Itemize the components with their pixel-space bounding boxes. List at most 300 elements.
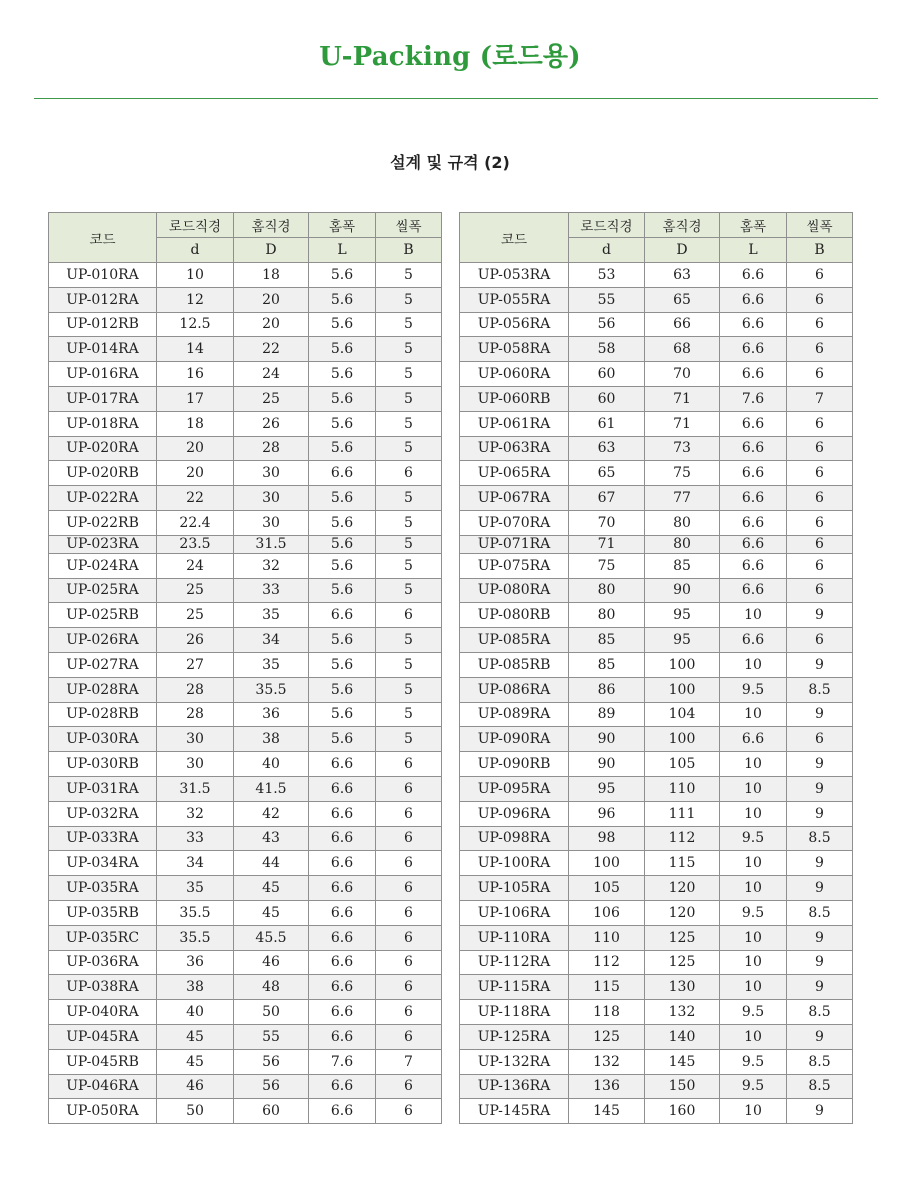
groove-diameter-cell: 112 [645,826,720,851]
table-row [460,975,853,1000]
code-cell: UP-118RA [460,1000,569,1025]
groove-diameter-cell: 40 [234,752,309,777]
table-row [460,411,853,436]
groove-diameter-cell: 65 [645,287,720,312]
table-row [460,287,853,312]
header-symbol-d: d [157,238,234,263]
seal-width-cell: 5 [376,362,442,387]
code-cell: UP-045RA [49,1024,157,1049]
rod-diameter-cell: 106 [569,900,645,925]
seal-width-cell: 5 [376,702,442,727]
rod-diameter-cell: 85 [569,628,645,653]
groove-width-cell: 6.6 [720,486,787,511]
rod-diameter-cell: 118 [569,1000,645,1025]
rod-diameter-cell: 90 [569,752,645,777]
code-cell: UP-038RA [49,975,157,1000]
table-row [49,263,442,288]
table-row [49,1024,442,1049]
groove-diameter-cell: 63 [645,263,720,288]
spec-table-left [48,212,442,1124]
table-row [49,486,442,511]
groove-width-cell: 5.6 [309,535,376,553]
code-cell: UP-065RA [460,461,569,486]
table-row [49,436,442,461]
groove-width-cell: 10 [720,776,787,801]
rod-diameter-cell: 14 [157,337,234,362]
table-row [460,510,853,535]
seal-width-cell: 9 [787,851,853,876]
groove-diameter-cell: 95 [645,628,720,653]
table-row [49,1099,442,1124]
seal-width-cell: 8.5 [787,826,853,851]
seal-width-cell: 6 [376,776,442,801]
header-symbol-D: D [645,238,720,263]
groove-width-cell: 6.6 [309,801,376,826]
groove-width-cell: 6.6 [309,1099,376,1124]
groove-width-cell: 6.6 [309,925,376,950]
table-row [49,628,442,653]
code-cell: UP-030RA [49,727,157,752]
rod-diameter-cell: 136 [569,1074,645,1099]
rod-diameter-cell: 105 [569,876,645,901]
code-cell: UP-080RA [460,578,569,603]
table-row [49,386,442,411]
table-row [49,950,442,975]
code-cell: UP-136RA [460,1074,569,1099]
code-cell: UP-040RA [49,1000,157,1025]
seal-width-cell: 6 [787,727,853,752]
seal-width-cell: 9 [787,1024,853,1049]
groove-width-cell: 7.6 [309,1049,376,1074]
table-row [49,752,442,777]
groove-diameter-cell: 45 [234,900,309,925]
groove-diameter-cell: 48 [234,975,309,1000]
code-cell: UP-055RA [460,287,569,312]
seal-width-cell: 5 [376,486,442,511]
table-row [460,436,853,461]
code-cell: UP-080RB [460,603,569,628]
groove-diameter-cell: 26 [234,411,309,436]
seal-width-cell: 6 [376,1000,442,1025]
table-row [460,486,853,511]
seal-width-cell: 9 [787,702,853,727]
table-row [460,702,853,727]
groove-width-cell: 5.6 [309,702,376,727]
table-row [49,776,442,801]
seal-width-cell: 6 [376,603,442,628]
groove-width-cell: 6.6 [309,1000,376,1025]
rod-diameter-cell: 96 [569,801,645,826]
groove-width-cell: 6.6 [309,826,376,851]
groove-diameter-cell: 34 [234,628,309,653]
groove-width-cell: 6.6 [720,461,787,486]
table-row [49,603,442,628]
groove-width-cell: 6.6 [309,461,376,486]
table-row [460,900,853,925]
rod-diameter-cell: 38 [157,975,234,1000]
groove-diameter-cell: 115 [645,851,720,876]
rod-diameter-cell: 40 [157,1000,234,1025]
seal-width-cell: 6 [376,752,442,777]
groove-width-cell: 6.6 [309,776,376,801]
header-code: 코드 [49,213,157,263]
seal-width-cell: 6 [787,436,853,461]
code-cell: UP-067RA [460,486,569,511]
seal-width-cell: 7 [787,386,853,411]
groove-width-cell: 6.6 [720,436,787,461]
groove-diameter-cell: 104 [645,702,720,727]
spec-table-right [459,212,853,1124]
table-row [460,950,853,975]
seal-width-cell: 6 [787,486,853,511]
spec-table-right-body [460,263,853,1124]
code-cell: UP-018RA [49,411,157,436]
seal-width-cell: 6 [376,1024,442,1049]
seal-width-cell: 9 [787,801,853,826]
rod-diameter-cell: 30 [157,752,234,777]
seal-width-cell: 6 [787,263,853,288]
code-cell: UP-020RB [49,461,157,486]
code-cell: UP-028RB [49,702,157,727]
rod-diameter-cell: 80 [569,578,645,603]
seal-width-cell: 6 [376,461,442,486]
header-symbol-L: L [720,238,787,263]
rod-diameter-cell: 24 [157,553,234,578]
groove-width-cell: 10 [720,1024,787,1049]
rod-diameter-cell: 28 [157,677,234,702]
table-row [460,362,853,387]
groove-width-cell: 10 [720,702,787,727]
groove-diameter-cell: 35 [234,652,309,677]
rod-diameter-cell: 89 [569,702,645,727]
rod-diameter-cell: 35 [157,876,234,901]
rod-diameter-cell: 46 [157,1074,234,1099]
code-cell: UP-095RA [460,776,569,801]
table-row [49,411,442,436]
seal-width-cell: 5 [376,510,442,535]
code-cell: UP-112RA [460,950,569,975]
table-row [49,510,442,535]
rod-diameter-cell: 67 [569,486,645,511]
code-cell: UP-106RA [460,900,569,925]
rod-diameter-cell: 100 [569,851,645,876]
rod-diameter-cell: 25 [157,603,234,628]
rod-diameter-cell: 20 [157,461,234,486]
seal-width-cell: 6 [787,312,853,337]
seal-width-cell: 9 [787,603,853,628]
table-row [460,535,853,553]
groove-diameter-cell: 25 [234,386,309,411]
code-cell: UP-098RA [460,826,569,851]
rod-diameter-cell: 86 [569,677,645,702]
table-row [460,652,853,677]
groove-width-cell: 7.6 [720,386,787,411]
table-row [460,727,853,752]
groove-width-cell: 6.6 [309,851,376,876]
code-cell: UP-014RA [49,337,157,362]
groove-width-cell: 6.6 [309,1074,376,1099]
table-row [49,362,442,387]
code-cell: UP-086RA [460,677,569,702]
seal-width-cell: 5 [376,727,442,752]
groove-width-cell: 6.6 [720,727,787,752]
seal-width-cell: 6 [376,801,442,826]
rod-diameter-cell: 25 [157,578,234,603]
code-cell: UP-031RA [49,776,157,801]
code-cell: UP-026RA [49,628,157,653]
groove-width-cell: 5.6 [309,312,376,337]
table-row [460,337,853,362]
groove-diameter-cell: 22 [234,337,309,362]
code-cell: UP-022RA [49,486,157,511]
groove-width-cell: 6.6 [720,312,787,337]
code-cell: UP-085RB [460,652,569,677]
code-cell: UP-012RB [49,312,157,337]
groove-diameter-cell: 33 [234,578,309,603]
groove-width-cell: 10 [720,876,787,901]
groove-width-cell: 5.6 [309,263,376,288]
groove-width-cell: 5.6 [309,287,376,312]
code-cell: UP-017RA [49,386,157,411]
code-cell: UP-012RA [49,287,157,312]
seal-width-cell: 5 [376,287,442,312]
rod-diameter-cell: 36 [157,950,234,975]
seal-width-cell: 5 [376,386,442,411]
table-row [49,553,442,578]
seal-width-cell: 6 [787,362,853,387]
code-cell: UP-090RB [460,752,569,777]
groove-diameter-cell: 85 [645,553,720,578]
groove-diameter-cell: 66 [645,312,720,337]
code-cell: UP-027RA [49,652,157,677]
groove-diameter-cell: 75 [645,461,720,486]
groove-width-cell: 5.6 [309,386,376,411]
groove-diameter-cell: 80 [645,510,720,535]
groove-width-cell: 6.6 [309,603,376,628]
groove-diameter-cell: 36 [234,702,309,727]
table-row [49,801,442,826]
rod-diameter-cell: 85 [569,652,645,677]
table-row [460,461,853,486]
code-cell: UP-145RA [460,1099,569,1124]
groove-diameter-cell: 125 [645,925,720,950]
code-cell: UP-061RA [460,411,569,436]
groove-diameter-cell: 68 [645,337,720,362]
seal-width-cell: 6 [376,876,442,901]
rod-diameter-cell: 32 [157,801,234,826]
seal-width-cell: 9 [787,752,853,777]
code-cell: UP-100RA [460,851,569,876]
code-cell: UP-089RA [460,702,569,727]
code-cell: UP-060RB [460,386,569,411]
title-divider [34,98,878,99]
table-row [460,1049,853,1074]
table-row [49,876,442,901]
code-cell: UP-034RA [49,851,157,876]
rod-diameter-cell: 31.5 [157,776,234,801]
rod-diameter-cell: 45 [157,1024,234,1049]
rod-diameter-cell: 34 [157,851,234,876]
header-rod-diameter: 로드직경 [569,213,645,238]
section-subtitle: 설계 및 규격 (2) [390,153,510,172]
seal-width-cell: 6 [376,826,442,851]
table-row [49,900,442,925]
rod-diameter-cell: 50 [157,1099,234,1124]
seal-width-cell: 6 [376,975,442,1000]
code-cell: UP-035RC [49,925,157,950]
groove-width-cell: 6.6 [720,535,787,553]
groove-width-cell: 10 [720,975,787,1000]
header-seal-width: 씰폭 [787,213,853,238]
rod-diameter-cell: 71 [569,535,645,553]
groove-diameter-cell: 71 [645,386,720,411]
groove-width-cell: 9.5 [720,826,787,851]
groove-diameter-cell: 50 [234,1000,309,1025]
groove-diameter-cell: 46 [234,950,309,975]
seal-width-cell: 6 [787,287,853,312]
groove-width-cell: 5.6 [309,411,376,436]
code-cell: UP-016RA [49,362,157,387]
groove-diameter-cell: 43 [234,826,309,851]
groove-diameter-cell: 110 [645,776,720,801]
groove-width-cell: 6.6 [309,975,376,1000]
table-row [49,851,442,876]
groove-width-cell: 10 [720,801,787,826]
code-cell: UP-022RB [49,510,157,535]
code-cell: UP-085RA [460,628,569,653]
code-cell: UP-058RA [460,337,569,362]
groove-diameter-cell: 100 [645,727,720,752]
rod-diameter-cell: 30 [157,727,234,752]
groove-width-cell: 10 [720,925,787,950]
groove-width-cell: 6.6 [720,337,787,362]
table-row [49,702,442,727]
rod-diameter-cell: 132 [569,1049,645,1074]
groove-width-cell: 5.6 [309,652,376,677]
rod-diameter-cell: 56 [569,312,645,337]
code-cell: UP-090RA [460,727,569,752]
code-cell: UP-025RB [49,603,157,628]
groove-diameter-cell: 120 [645,900,720,925]
rod-diameter-cell: 28 [157,702,234,727]
seal-width-cell: 5 [376,628,442,653]
seal-width-cell: 5 [376,312,442,337]
seal-width-cell: 8.5 [787,900,853,925]
code-cell: UP-060RA [460,362,569,387]
groove-diameter-cell: 28 [234,436,309,461]
seal-width-cell: 6 [787,461,853,486]
seal-width-cell: 6 [787,628,853,653]
groove-width-cell: 5.6 [309,337,376,362]
groove-diameter-cell: 45.5 [234,925,309,950]
seal-width-cell: 5 [376,578,442,603]
code-cell: UP-020RA [49,436,157,461]
rod-diameter-cell: 125 [569,1024,645,1049]
groove-width-cell: 5.6 [309,436,376,461]
groove-diameter-cell: 56 [234,1049,309,1074]
groove-width-cell: 6.6 [309,876,376,901]
groove-diameter-cell: 111 [645,801,720,826]
groove-width-cell: 9.5 [720,1000,787,1025]
rod-diameter-cell: 95 [569,776,645,801]
table-row [49,535,442,553]
groove-width-cell: 10 [720,652,787,677]
groove-diameter-cell: 140 [645,1024,720,1049]
table-row [460,628,853,653]
rod-diameter-cell: 12.5 [157,312,234,337]
seal-width-cell: 7 [376,1049,442,1074]
table-row [460,876,853,901]
groove-width-cell: 6.6 [309,900,376,925]
seal-width-cell: 9 [787,1099,853,1124]
groove-diameter-cell: 38 [234,727,309,752]
groove-diameter-cell: 130 [645,975,720,1000]
groove-width-cell: 9.5 [720,900,787,925]
header-groove-diameter: 홈직경 [234,213,309,238]
groove-diameter-cell: 44 [234,851,309,876]
groove-diameter-cell: 18 [234,263,309,288]
table-row [49,677,442,702]
rod-diameter-cell: 61 [569,411,645,436]
table-row [49,461,442,486]
seal-width-cell: 6 [376,925,442,950]
seal-width-cell: 5 [376,337,442,362]
groove-diameter-cell: 31.5 [234,535,309,553]
rod-diameter-cell: 53 [569,263,645,288]
groove-diameter-cell: 35 [234,603,309,628]
table-row [460,1074,853,1099]
groove-width-cell: 10 [720,950,787,975]
table-row [49,1000,442,1025]
table-row [49,1049,442,1074]
table-row [460,925,853,950]
groove-width-cell: 6.6 [720,287,787,312]
groove-diameter-cell: 125 [645,950,720,975]
groove-diameter-cell: 30 [234,461,309,486]
groove-diameter-cell: 24 [234,362,309,387]
spec-table-left-body [49,263,442,1124]
rod-diameter-cell: 60 [569,362,645,387]
rod-diameter-cell: 60 [569,386,645,411]
groove-diameter-cell: 55 [234,1024,309,1049]
code-cell: UP-046RA [49,1074,157,1099]
rod-diameter-cell: 58 [569,337,645,362]
table-row [49,312,442,337]
groove-diameter-cell: 77 [645,486,720,511]
seal-width-cell: 5 [376,436,442,461]
rod-diameter-cell: 10 [157,263,234,288]
code-cell: UP-023RA [49,535,157,553]
seal-width-cell: 5 [376,263,442,288]
seal-width-cell: 6 [376,900,442,925]
page-title: U-Packing (로드용) [319,42,581,72]
groove-width-cell: 6.6 [720,553,787,578]
groove-diameter-cell: 132 [645,1000,720,1025]
code-cell: UP-033RA [49,826,157,851]
groove-width-cell: 5.6 [309,510,376,535]
rod-diameter-cell: 18 [157,411,234,436]
groove-diameter-cell: 35.5 [234,677,309,702]
groove-width-cell: 6.6 [720,510,787,535]
groove-diameter-cell: 20 [234,312,309,337]
groove-diameter-cell: 73 [645,436,720,461]
table-row [460,826,853,851]
groove-width-cell: 6.6 [720,628,787,653]
seal-width-cell: 6 [787,535,853,553]
header-symbol-B: B [787,238,853,263]
table-row [460,677,853,702]
code-cell: UP-132RA [460,1049,569,1074]
